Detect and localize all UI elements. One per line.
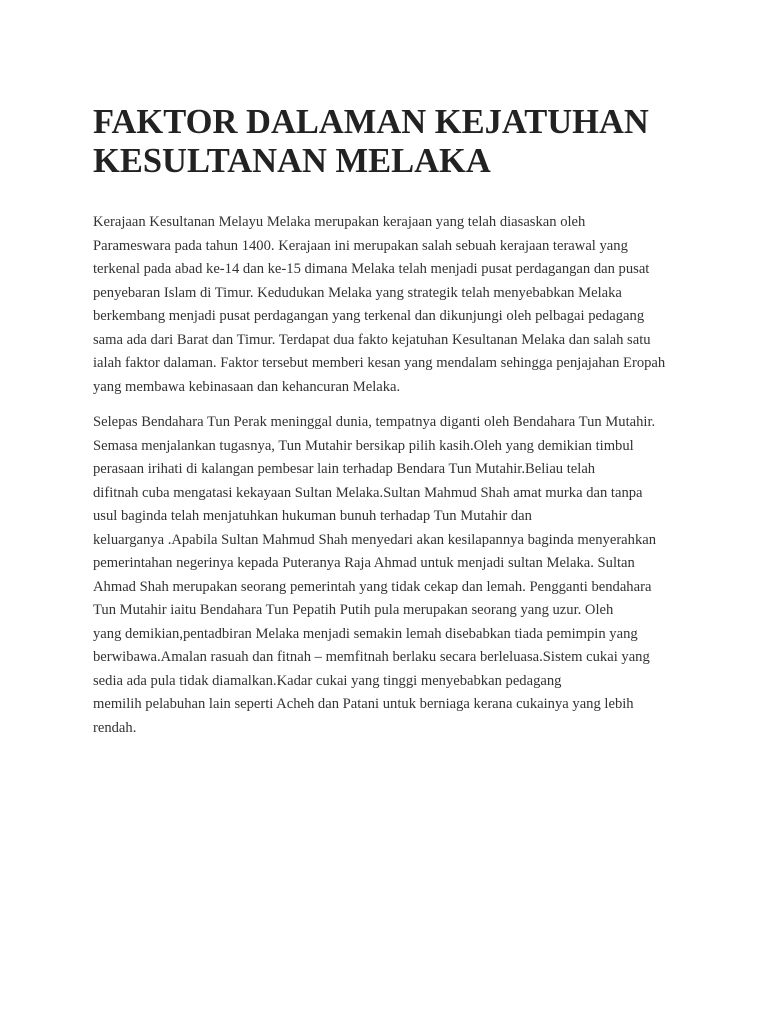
text-line: berkembang menjadi pusat perdagangan yang terkenal dan dikunjungi oleh pelbagai pedagang [93,308,645,324]
text-line: terkenal pada abad ke-14 dan ke-15 dimana Melaka telah menjadi pusat perdagangan dan pusat [93,261,650,277]
text-line: usul baginda telah menjatuhkan hukuman bunuh terhadap Tun Mutahir dan [93,508,532,524]
text-line: Tun Mutahir iaitu Bendahara Tun Pepatih Putih pula merupakan seorang yang uzur. Oleh [93,602,614,618]
text-line: penyebaran Islam di Timur. Kedudukan Melaka yang strategik telah menyebabkan Melaka [93,284,622,301]
text-line: rendah. [93,719,137,736]
text-line: keluarganya .Apabila Sultan Mahmud Shah menyedari akan kesilapannya baginda menyerahkan [93,531,657,548]
text-line: difitnah cuba mengatasi kekayaan Sultan Melaka.Sultan Mahmud Shah amat murka dan tanpa [93,484,643,501]
title-line: FAKTOR DALAMAN KEJATUHAN [93,103,649,141]
text-line: perasaan irihati di kalangan pembesar lain terhadap Bendara Tun Mutahir.Beliau telah [93,461,596,477]
text-line: memilih pelabuhan lain seperti Acheh dan Patani untuk berniaga kerana cukainya yang lebih [93,696,634,712]
text-line: yang demikian,pentadbiran Melaka menjadi semakin lemah disebabkan tiada pemimpin yang [93,625,638,642]
text-line: sama ada dari Barat dan Timur. Terdapat dua fakto kejatuhan Kesultanan Melaka dan salah satu [93,331,651,348]
title-line: KESULTANAN MELAKA [93,142,491,180]
text-line: berwibawa.Amalan rasuah dan fitnah – memfitnah berlaku secara berleluasa.Sistem cukai yang [93,649,650,665]
text-line: Selepas Bendahara Tun Perak meninggal dunia, tempatnya diganti oleh Bendahara Tun Mutahir. [93,414,656,430]
text-line: Parameswara pada tahun 1400. Kerajaan ini merupakan salah sebuah kerajaan terawal yang [93,237,628,254]
text-line: pemerintahan negerinya kepada Puteranya Raja Ahmad untuk menjadi sultan Melaka. Sultan [93,555,635,571]
text-line: Ahmad Shah merupakan seorang pemerintah yang tidak cekap dan lemah. Pengganti bendahara [93,578,652,595]
paragraph-body [93,411,683,740]
text-line: sedia ada pula tidak diamalkan.Kadar cukai yang tinggi menyebabkan pedagang [93,672,562,689]
document-content [93,103,683,752]
text-line: yang membawa kebinasaan dan kehancuran Melaka. [93,378,401,395]
document-title [93,103,683,181]
text-line: Semasa menjalankan tugasnya, Tun Mutahir bersikap pilih kasih.Oleh yang demikian timbul [93,437,634,454]
text-line: Kerajaan Kesultanan Melayu Melaka merupakan kerajaan yang telah diasaskan oleh [93,214,586,230]
text-line: ialah faktor dalaman. Faktor tersebut memberi kesan yang mendalam sehingga penjajahan Eropah [93,355,666,371]
paragraph-intro [93,211,683,399]
